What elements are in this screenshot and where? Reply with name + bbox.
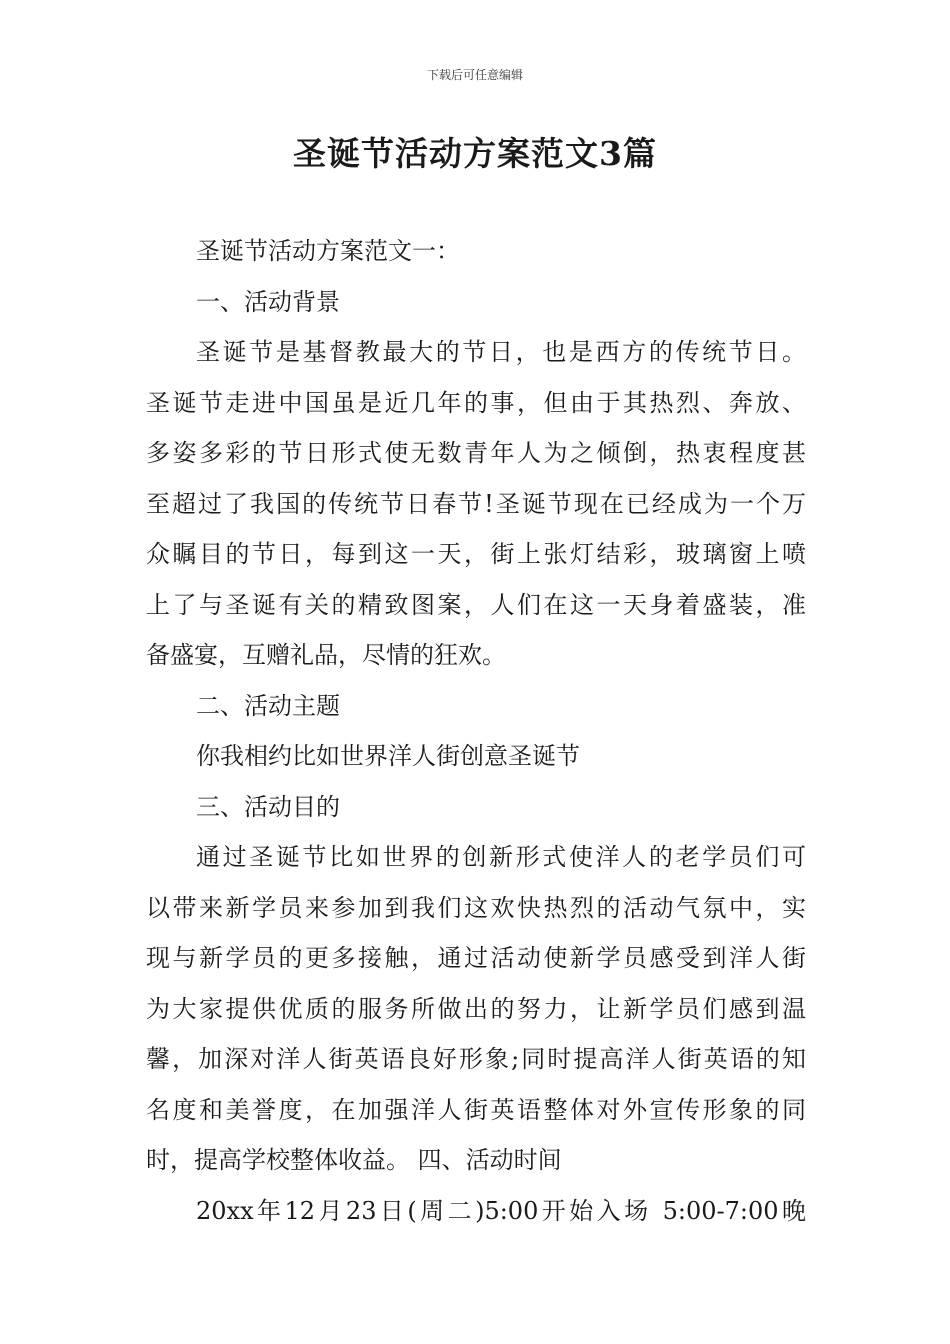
- document-title: 圣诞节活动方案范文3篇: [293, 134, 657, 173]
- paragraph-line: 三、活动目的: [196, 792, 340, 821]
- paragraph-line: 一、活动背景: [196, 287, 340, 316]
- paragraph-line: 圣诞节走进中国虽是近几年的事，但由于其热烈、奔放、: [146, 388, 806, 417]
- paragraph-line: 上了与圣诞有关的精致图案，人们在这一天身着盛装，准: [146, 590, 806, 619]
- paragraph-line: 为大家提供优质的服务所做出的努力，让新学员们感到温: [146, 994, 806, 1023]
- paragraph-line: 时，提高学校整体收益。 四、活动时间: [146, 1146, 562, 1174]
- paragraph-line: 通过圣诞节比如世界的创新形式使洋人的老学员们可: [196, 843, 806, 871]
- paragraph-line: 名度和美誉度，在加强洋人街英语整体对外宣传形象的同: [146, 1095, 806, 1124]
- paragraph-line: 多姿多彩的节日形式使无数青年人为之倾倒，热衷程度甚: [146, 439, 806, 467]
- paragraph-line: 20xx年12月23日(周二)5:00开始入场 5:00-7:00晚: [196, 1196, 806, 1225]
- header-note: 下载后可任意编辑: [426, 68, 523, 82]
- document-body: [146, 226, 806, 1236]
- paragraph-line: 馨，加深对洋人街英语良好形象;同时提高洋人街英语的知: [146, 1045, 806, 1073]
- paragraph-line: 你我相约比如世界洋人街创意圣诞节: [196, 742, 580, 770]
- paragraph-line: 至超过了我国的传统节日春节!圣诞节现在已经成为一个万: [146, 489, 806, 518]
- paragraph-line: 圣诞节活动方案范文一：: [196, 237, 460, 265]
- paragraph-line: 二、活动主题: [196, 691, 340, 720]
- paragraph-line: 众瞩目的节日，每到这一天，街上张灯结彩，玻璃窗上喷: [146, 540, 806, 568]
- paragraph-line: 圣诞节是基督教最大的节日，也是西方的传统节日。: [196, 338, 806, 366]
- paragraph-line: 现与新学员的更多接触，通过活动使新学员感受到洋人街: [146, 944, 806, 972]
- paragraph-line: 备盛宴，互赠礼品，尽情的狂欢。: [146, 641, 506, 669]
- paragraph-line: 以带来新学员来参加到我们这欢快热烈的活动气氛中，实: [146, 893, 806, 922]
